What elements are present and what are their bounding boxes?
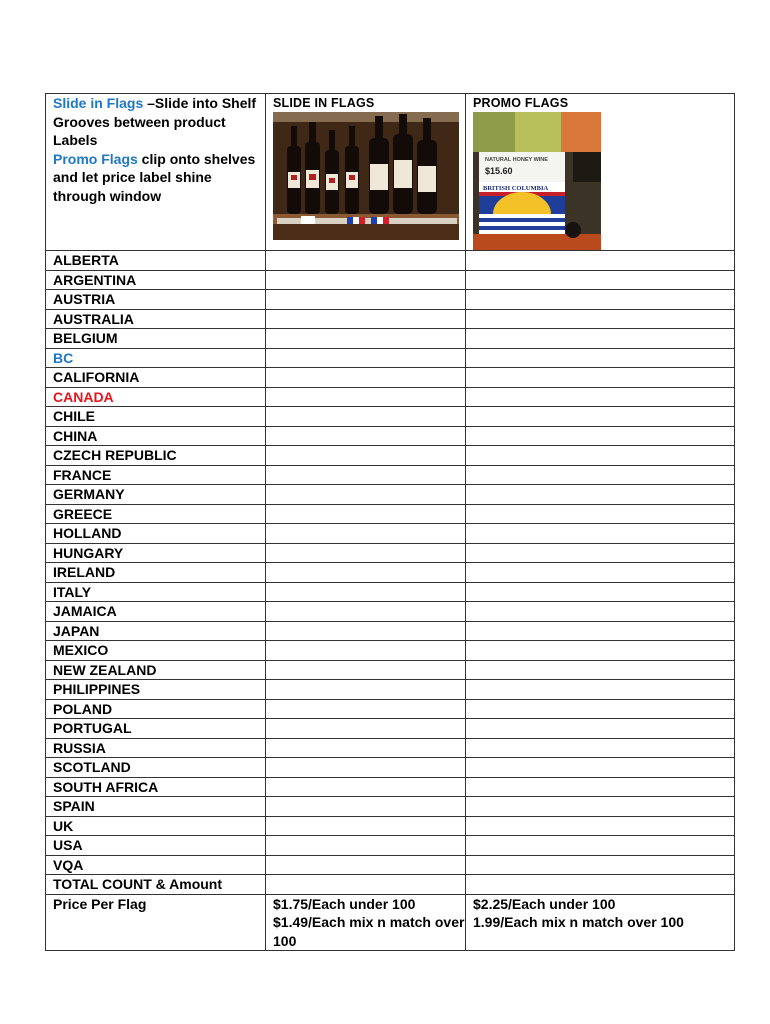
promo-qty-cell[interactable]	[466, 680, 735, 700]
country-name: PHILIPPINES	[46, 680, 266, 700]
promo-qty-cell[interactable]	[466, 777, 735, 797]
country-name: JAMAICA	[46, 602, 266, 622]
table-row	[46, 563, 735, 583]
country-name: USA	[46, 836, 266, 856]
promo-qty-cell[interactable]	[466, 348, 735, 368]
slide-in-qty-cell[interactable]	[266, 485, 466, 505]
slide-in-qty-cell[interactable]	[266, 290, 466, 310]
country-name: SCOTLAND	[46, 758, 266, 778]
country-name: ALBERTA	[46, 251, 266, 271]
table-row	[46, 621, 735, 641]
promo-qty-cell[interactable]	[466, 329, 735, 349]
table-row	[46, 699, 735, 719]
table-row	[46, 329, 735, 349]
country-name: ARGENTINA	[46, 270, 266, 290]
table-row	[46, 309, 735, 329]
slide-in-qty-cell[interactable]	[266, 660, 466, 680]
slide-in-qty-cell[interactable]	[266, 543, 466, 563]
promo-qty-cell[interactable]	[466, 602, 735, 622]
slide-in-qty-cell[interactable]	[266, 563, 466, 583]
header-row	[46, 94, 735, 251]
promo-qty-cell[interactable]	[466, 309, 735, 329]
table-row	[46, 251, 735, 271]
slide-in-qty-cell[interactable]	[266, 797, 466, 817]
country-name: HUNGARY	[46, 543, 266, 563]
slide-in-price-line1: $1.75/Each under 100	[273, 895, 416, 912]
country-name: HOLLAND	[46, 524, 266, 544]
promo-flag-photo	[473, 112, 601, 250]
slide-in-qty-cell[interactable]	[266, 836, 466, 856]
slide-in-qty-cell[interactable]	[266, 621, 466, 641]
country-name: IRELAND	[46, 563, 266, 583]
table-row	[46, 758, 735, 778]
table-row	[46, 446, 735, 466]
table-row	[46, 270, 735, 290]
country-name: CANADA	[46, 387, 266, 407]
table-row	[46, 426, 735, 446]
slide-in-qty-cell[interactable]	[266, 446, 466, 466]
promo-header-cell	[466, 94, 735, 251]
promo-qty-cell[interactable]	[466, 875, 735, 895]
promo-flags-title: PROMO FLAGS	[473, 96, 569, 110]
table-row	[46, 407, 735, 427]
slide-in-qty-cell[interactable]	[266, 465, 466, 485]
slide-in-qty-cell[interactable]	[266, 582, 466, 602]
table-row	[46, 816, 735, 836]
table-row	[46, 368, 735, 388]
promo-qty-cell[interactable]	[466, 543, 735, 563]
slide-in-qty-cell[interactable]	[266, 758, 466, 778]
slide-in-price-line2: $1.49/Each mix n match over 100	[273, 914, 465, 949]
table-row	[46, 348, 735, 368]
promo-qty-cell[interactable]	[466, 855, 735, 875]
slide-in-qty-cell[interactable]	[266, 251, 466, 271]
svg-text:NATURAL HONEY WINE: NATURAL HONEY WINE	[485, 157, 548, 163]
table-row	[46, 797, 735, 817]
country-name: VQA	[46, 855, 266, 875]
country-name: CZECH REPUBLIC	[46, 446, 266, 466]
promo-qty-cell[interactable]	[466, 836, 735, 856]
slide-in-qty-cell[interactable]	[266, 270, 466, 290]
country-name: SOUTH AFRICA	[46, 777, 266, 797]
promo-qty-cell[interactable]	[466, 660, 735, 680]
slide-in-qty-cell[interactable]	[266, 524, 466, 544]
slide-in-description: –Slide into Shelf Grooves between product Labels	[53, 95, 257, 148]
slide-in-qty-cell[interactable]	[266, 602, 466, 622]
promo-qty-cell[interactable]	[466, 582, 735, 602]
country-name: TOTAL COUNT & Amount	[46, 875, 266, 895]
country-name: MEXICO	[46, 641, 266, 661]
table-row	[46, 543, 735, 563]
slide-in-qty-cell[interactable]	[266, 407, 466, 427]
country-name: BELGIUM	[46, 329, 266, 349]
promo-qty-cell[interactable]	[466, 387, 735, 407]
promo-qty-cell[interactable]	[466, 816, 735, 836]
country-name: POLAND	[46, 699, 266, 719]
country-name: CALIFORNIA	[46, 368, 266, 388]
country-name: CHILE	[46, 407, 266, 427]
country-name: GREECE	[46, 504, 266, 524]
table-row	[46, 485, 735, 505]
promo-qty-cell[interactable]	[466, 797, 735, 817]
promo-sign-text: BRITISH COLUMBIA	[483, 185, 549, 192]
table-row	[46, 875, 735, 895]
promo-qty-cell[interactable]	[466, 465, 735, 485]
promo-qty-cell[interactable]	[466, 504, 735, 524]
wine-shelf-photo	[273, 112, 459, 240]
slide-in-qty-cell[interactable]	[266, 309, 466, 329]
table-row	[46, 602, 735, 622]
country-name: ITALY	[46, 582, 266, 602]
slide-in-qty-cell[interactable]	[266, 719, 466, 739]
promo-qty-cell[interactable]	[466, 524, 735, 544]
promo-qty-cell[interactable]	[466, 563, 735, 583]
promo-qty-cell[interactable]	[466, 621, 735, 641]
price-row	[46, 894, 735, 951]
promo-qty-cell[interactable]	[466, 426, 735, 446]
slide-in-qty-cell[interactable]	[266, 368, 466, 388]
promo-qty-cell[interactable]	[466, 641, 735, 661]
promo-qty-cell[interactable]	[466, 270, 735, 290]
slide-in-qty-cell[interactable]	[266, 816, 466, 836]
slide-in-qty-cell[interactable]	[266, 875, 466, 895]
country-name: CHINA	[46, 426, 266, 446]
table-row	[46, 504, 735, 524]
slide-in-header-cell	[266, 94, 466, 251]
country-name: UK	[46, 816, 266, 836]
slide-in-qty-cell[interactable]	[266, 680, 466, 700]
promo-qty-cell[interactable]	[466, 738, 735, 758]
slide-in-qty-cell[interactable]	[266, 777, 466, 797]
promo-price-cell	[466, 894, 735, 951]
table-row	[46, 855, 735, 875]
table-row	[46, 738, 735, 758]
country-name: GERMANY	[46, 485, 266, 505]
table-row	[46, 836, 735, 856]
country-name: BC	[46, 348, 266, 368]
table-row	[46, 777, 735, 797]
slide-in-qty-cell[interactable]	[266, 738, 466, 758]
price-per-flag-label: Price Per Flag	[46, 894, 266, 951]
slide-in-flags-title: SLIDE IN FLAGS	[273, 96, 375, 110]
table-row	[46, 290, 735, 310]
slide-in-qty-cell[interactable]	[266, 504, 466, 524]
table-row	[46, 641, 735, 661]
slide-in-qty-cell[interactable]	[266, 387, 466, 407]
promo-price-text: $15.60	[485, 166, 513, 176]
promo-price-line2: 1.99/Each mix n match over 100	[473, 914, 684, 930]
slide-in-qty-cell[interactable]	[266, 699, 466, 719]
promo-qty-cell[interactable]	[466, 485, 735, 505]
intro-cell	[46, 94, 266, 251]
country-name: AUSTRALIA	[46, 309, 266, 329]
table-row	[46, 524, 735, 544]
slide-in-qty-cell[interactable]	[266, 641, 466, 661]
table-row	[46, 660, 735, 680]
slide-in-price-cell	[266, 894, 466, 951]
slide-in-qty-cell[interactable]	[266, 855, 466, 875]
promo-flags-label: Promo Flags	[53, 150, 138, 167]
promo-qty-cell[interactable]	[466, 446, 735, 466]
slide-in-qty-cell[interactable]	[266, 426, 466, 446]
table-row	[46, 582, 735, 602]
promo-qty-cell[interactable]	[466, 699, 735, 719]
promo-qty-cell[interactable]	[466, 251, 735, 271]
promo-price-line1: $2.25/Each under 100	[473, 895, 616, 912]
slide-in-flags-label: Slide in Flags	[53, 95, 144, 111]
country-name: NEW ZEALAND	[46, 660, 266, 680]
promo-qty-cell[interactable]	[466, 758, 735, 778]
slide-in-qty-cell[interactable]	[266, 329, 466, 349]
table-row	[46, 465, 735, 485]
country-name: AUSTRIA	[46, 290, 266, 310]
country-name: SPAIN	[46, 797, 266, 817]
promo-qty-cell[interactable]	[466, 290, 735, 310]
promo-qty-cell[interactable]	[466, 407, 735, 427]
promo-qty-cell[interactable]	[466, 719, 735, 739]
table-row	[46, 719, 735, 739]
promo-qty-cell[interactable]	[466, 368, 735, 388]
table-row	[46, 680, 735, 700]
promo-description: clip onto shelves and let price label shine through window	[53, 150, 256, 204]
order-form-table	[45, 93, 735, 951]
country-name: RUSSIA	[46, 738, 266, 758]
country-name: JAPAN	[46, 621, 266, 641]
slide-in-qty-cell[interactable]	[266, 348, 466, 368]
table-row	[46, 387, 735, 407]
country-name: FRANCE	[46, 465, 266, 485]
country-name: PORTUGAL	[46, 719, 266, 739]
